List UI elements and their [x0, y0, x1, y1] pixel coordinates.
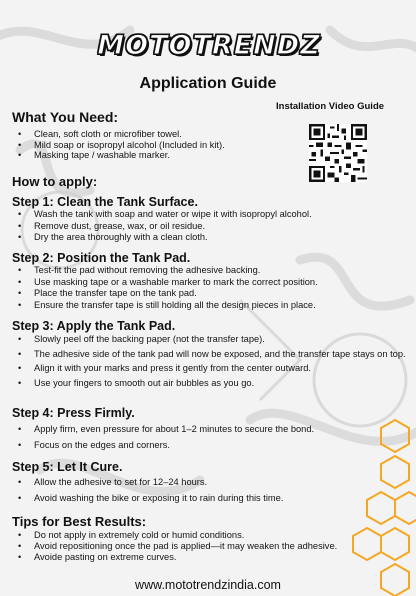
what-you-need-heading: What You Need: — [12, 109, 119, 125]
list-item: • Wash the tank with soap and water or wipe it with isopropyl alcohol. — [18, 209, 312, 220]
qr-code-icon[interactable] — [309, 124, 367, 182]
list-item: • The adhesive side of the tank pad will now be exposed, and the transfer tape stays on top. — [18, 349, 406, 359]
tips-heading: Tips for Best Results: — [12, 514, 147, 529]
list-item: • Do not apply in extremely cold or humid conditions. — [18, 530, 337, 541]
list-item: • Slowly peel off the backing paper (not the transfer tape). — [18, 334, 406, 345]
list-item: • Test-fit the pad without removing the adhesive backing. — [18, 265, 318, 276]
step-2-heading: Step 2: Position the Tank Pad. — [12, 251, 191, 265]
list-item: • Apply firm, even pressure for about 1–2 minutes to secure the bond. — [18, 424, 314, 435]
step-1-heading: Step 1: Clean the Tank Surface. — [12, 195, 198, 209]
footer-website-link[interactable]: www.mototrendzindia.com — [135, 578, 281, 592]
list-item: • Avoide pasting on extreme curves. — [18, 552, 337, 563]
list-item: • Avoid repositioning once the pad is applied—it may weaken the adhesive. — [18, 541, 337, 552]
step-4-heading: Step 4: Press Firmly. — [12, 406, 135, 420]
page-title: Application Guide — [139, 75, 277, 92]
list-item: • Use masking tape or a washable marker to mark the correct position. — [18, 277, 318, 288]
list-item: • Remove dust, grease, wax, or oil residue. — [18, 221, 312, 232]
list-item: • Place the transfer tape on the tank pad. — [18, 288, 318, 299]
step-3-heading: Step 3: Apply the Tank Pad. — [12, 319, 176, 333]
list-item: • Avoid washing the bike or exposing it to rain during this time. — [18, 493, 283, 504]
how-to-apply-heading: How to apply: — [12, 174, 98, 189]
list-item: • Allow the adhesive to set for 12–24 hours. — [18, 477, 283, 488]
tips-list — [18, 530, 337, 563]
list-item: • Ensure the transfer tape is still holding all the design pieces in place. — [18, 300, 318, 311]
list-item: • Mild soap or isopropyl alcohol (Included in kit). — [18, 140, 225, 151]
step-5-list — [18, 477, 283, 509]
step-4-list — [18, 424, 314, 456]
list-item: • Masking tape / washable marker. — [18, 150, 225, 161]
step-2-list — [18, 265, 318, 311]
list-item: • Align it with your marks and press it gently from the center outward. — [18, 363, 406, 374]
video-guide-label: Installation Video Guide — [276, 101, 385, 112]
list-item: • Use your fingers to smooth out air bubbles as you go. — [18, 378, 406, 389]
list-item: • Clean, soft cloth or microfiber towel. — [18, 129, 225, 140]
brand-logo-text: MOTOTRENDZ — [97, 30, 321, 61]
what-you-need-list — [18, 129, 225, 161]
step-3-list — [18, 334, 406, 393]
step-1-list — [18, 209, 312, 244]
step-5-heading: Step 5: Let It Cure. — [12, 460, 123, 474]
list-item: • Dry the area thoroughly with a clean cloth. — [18, 232, 312, 243]
brand-logo — [96, 28, 322, 66]
list-item: • Focus on the edges and corners. — [18, 440, 314, 451]
